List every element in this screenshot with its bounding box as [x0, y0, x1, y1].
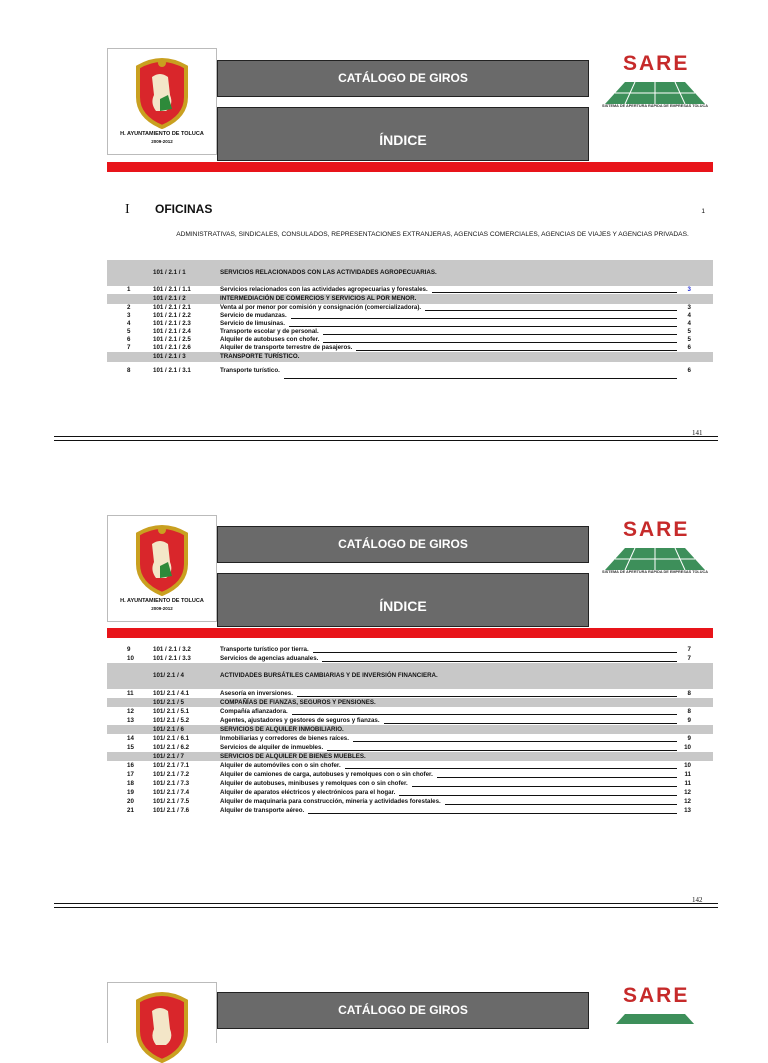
- row-description: INTERMEDIACIÓN DE COMERCIOS Y SERVICIOS AL POR MENOR.: [220, 295, 417, 302]
- table-row: [107, 645, 713, 654]
- table-row: [107, 328, 713, 336]
- row-code: 101/ 2.1 / 5.2: [153, 717, 190, 724]
- row-code: 101 / 2.1 / 3: [153, 353, 186, 360]
- leader-line: [323, 334, 677, 335]
- row-code: 101/ 2.1 / 7.1: [153, 762, 190, 769]
- row-code: 101/ 2.1 / 7: [153, 753, 184, 760]
- row-number: 8: [127, 367, 131, 374]
- row-description: Alquiler de autobuses, minibuses y remolques con o sin chofer.: [220, 780, 408, 787]
- row-description: SERVICIOS RELACIONADOS CON LAS ACTIVIDADES AGROPECUARIAS.: [220, 269, 437, 276]
- coat-of-arms-icon: [130, 989, 194, 1063]
- leader-line: [327, 750, 677, 751]
- sare-logo: SARE SISTEMA DE APERTURA RÁPIDA DE EMPRESAS TOLUCA: [595, 52, 715, 112]
- toluca-logo: [107, 48, 217, 155]
- row-page-number: 13: [684, 807, 691, 814]
- row-code: 101 / 2.1 / 1: [153, 269, 186, 276]
- section-row: [107, 752, 713, 761]
- row-description: Servicios relacionados con las actividades agropecuarias y forestales.: [220, 286, 428, 293]
- row-page-number: 11: [684, 780, 691, 787]
- row-code: 101/ 2.1 / 7.3: [153, 780, 190, 787]
- leader-line: [432, 292, 677, 293]
- coat-of-arms-icon: [130, 55, 194, 129]
- table-row: [107, 770, 713, 779]
- table-row: [107, 654, 713, 663]
- row-code: 101/ 2.1 / 7.6: [153, 807, 190, 814]
- row-number: 3: [127, 312, 131, 319]
- row-number: 12: [127, 708, 134, 715]
- row-description: Alquiler de transporte aéreo.: [220, 807, 305, 814]
- sare-grid-icon: [595, 76, 715, 106]
- catalog-title-bar: CATÁLOGO DE GIROS: [217, 992, 589, 1029]
- footer-rule: [54, 440, 718, 441]
- index-title-bar: ÍNDICE: [217, 107, 589, 161]
- leader-line: [399, 795, 677, 796]
- row-description: Compañía afianzadora.: [220, 708, 288, 715]
- row-description: Asesoría en inversiones.: [220, 690, 293, 697]
- row-code: 101 / 2.1 / 2.6: [153, 344, 191, 351]
- row-number: 20: [127, 798, 134, 805]
- row-code: 101/ 2.1 / 6: [153, 726, 184, 733]
- row-code: 101 / 2.1 / 3.3: [153, 655, 191, 662]
- row-page-number: 7: [687, 655, 691, 662]
- row-description: Inmobiliarias y corredores de bienes raíces.: [220, 735, 349, 742]
- leader-line: [323, 342, 677, 343]
- leader-line: [356, 350, 677, 351]
- leader-line: [297, 696, 677, 697]
- toluca-logo: [107, 982, 217, 1043]
- leader-line: [353, 741, 677, 742]
- table-row: [107, 788, 713, 797]
- leader-line: [284, 378, 677, 379]
- row-page-number: 5: [687, 336, 691, 343]
- row-number: 5: [127, 328, 131, 335]
- leader-line: [308, 813, 677, 814]
- logo-caption: H. AYUNTAMIENTO DE TOLUCA 2009-2012: [120, 131, 204, 144]
- leader-line: [292, 714, 677, 715]
- footer-page-number: 142: [692, 896, 703, 904]
- row-number: 11: [127, 690, 134, 697]
- row-description: COMPAÑÍAS DE FIANZAS, SEGUROS Y PENSIONES.: [220, 699, 376, 706]
- index-title-bar: ÍNDICE: [217, 573, 589, 627]
- row-number: 15: [127, 744, 134, 751]
- section-row: [107, 663, 713, 689]
- table-row: [107, 304, 713, 312]
- row-page-number: 4: [687, 312, 691, 319]
- row-number: 4: [127, 320, 131, 327]
- row-code: 101/ 2.1 / 4: [153, 672, 184, 679]
- row-code: 101/ 2.1 / 4.1: [153, 690, 190, 697]
- row-description: Alquiler de aparatos eléctricos y electrónicos para el hogar.: [220, 789, 396, 796]
- row-description: SERVICIOS DE ALQUILER DE BIENES MUEBLES.: [220, 753, 366, 760]
- row-page-number: 8: [687, 708, 691, 715]
- row-code: 101 / 2.1 / 1.1: [153, 286, 191, 293]
- sare-logo: SARE SISTEMA DE APERTURA RÁPIDA DE EMPRESAS TOLUCA: [595, 518, 715, 578]
- row-page-number: 5: [687, 328, 691, 335]
- row-code: 101 / 2.1 / 3.1: [153, 367, 191, 374]
- table-row: [107, 336, 713, 344]
- row-page-number: 12: [684, 798, 691, 805]
- row-code: 101/ 2.1 / 5.1: [153, 708, 190, 715]
- row-page-number: 6: [687, 367, 691, 374]
- table-row: [107, 320, 713, 328]
- row-page-number: 3: [687, 304, 691, 311]
- row-number: 7: [127, 344, 131, 351]
- section-description: ADMINISTRATIVAS, SINDICALES, CONSULADOS, REPRESENTACIONES EXTRANJERAS, AGENCIAS COMERCIALES, AGENCIAS DE VIAJES Y AGENCIAS PRIVADAS.: [176, 231, 689, 238]
- row-code: 101/ 2.1 / 5: [153, 699, 184, 706]
- logo-caption: H. AYUNTAMIENTO DE TOLUCA 2009-2012: [120, 598, 204, 611]
- section-row: [107, 294, 713, 304]
- row-code: 101/ 2.1 / 7.4: [153, 789, 190, 796]
- row-description: Servicio de limusinas.: [220, 320, 285, 327]
- leader-line: [313, 652, 677, 653]
- row-code: 101/ 2.1 / 7.5: [153, 798, 190, 805]
- leader-line: [445, 804, 677, 805]
- red-divider: [107, 162, 713, 172]
- row-code: 101 / 2.1 / 2.5: [153, 336, 191, 343]
- leader-line: [384, 723, 677, 724]
- coat-of-arms-icon: [130, 522, 194, 596]
- row-description: Alquiler de autobuses con chofer.: [220, 336, 320, 343]
- section-row: [107, 725, 713, 734]
- table-row: [107, 743, 713, 752]
- sare-grid-icon: [595, 542, 715, 572]
- row-page-number: 4: [687, 320, 691, 327]
- leader-line: [412, 786, 677, 787]
- row-number: 9: [127, 646, 131, 653]
- row-description: TRANSPORTE TURÍSTICO.: [220, 353, 300, 360]
- row-description: Transporte turístico.: [220, 367, 280, 374]
- sare-grid-icon: [595, 1008, 715, 1024]
- row-page-number: 6: [687, 344, 691, 351]
- row-page-number: 9: [687, 735, 691, 742]
- row-number: 13: [127, 717, 134, 724]
- row-number: 18: [127, 780, 134, 787]
- catalog-title-bar: CATÁLOGO DE GIROS: [217, 60, 589, 97]
- row-number: 2: [127, 304, 131, 311]
- row-number: 6: [127, 336, 131, 343]
- row-description: Transporte escolar y de personal.: [220, 328, 319, 335]
- row-description: Alquiler de camiones de carga, autobuses y remolques con o sin chofer.: [220, 771, 433, 778]
- leader-line: [322, 661, 677, 662]
- section-row: [107, 352, 713, 362]
- table-row: [107, 362, 713, 380]
- row-description: Alquiler de automóviles con o sin chofer.: [220, 762, 341, 769]
- table-row: [107, 344, 713, 352]
- leader-line: [289, 326, 677, 327]
- row-description: Venta al por menor por comisión y consignación (comercializadora).: [220, 304, 422, 311]
- row-page-number: 11: [684, 771, 691, 778]
- row-code: 101/ 2.1 / 7.2: [153, 771, 190, 778]
- table-row: [107, 761, 713, 770]
- row-number: 14: [127, 735, 134, 742]
- catalog-title-bar: CATÁLOGO DE GIROS: [217, 526, 589, 563]
- row-description: Servicio de mudanzas.: [220, 312, 287, 319]
- row-description: Agentes, ajustadores y gestores de seguros y fianzas.: [220, 717, 380, 724]
- sare-logo: SARE: [595, 984, 715, 1024]
- row-page-number: 10: [684, 744, 691, 751]
- table-row: [107, 312, 713, 320]
- row-code: 101 / 2.1 / 2.2: [153, 312, 191, 319]
- row-code: 101 / 2.1 / 2.3: [153, 320, 191, 327]
- row-code: 101 / 2.1 / 3.2: [153, 646, 191, 653]
- row-code: 101/ 2.1 / 6.1: [153, 735, 190, 742]
- row-page-number: 8: [687, 690, 691, 697]
- table-row: [107, 734, 713, 743]
- table-row: [107, 806, 713, 815]
- footer-rule: [54, 436, 718, 437]
- row-number: 10: [127, 655, 134, 662]
- table-row: [107, 689, 713, 698]
- row-description: SERVICIOS DE ALQUILER INMOBILIARIO.: [220, 726, 344, 733]
- leader-line: [345, 768, 677, 769]
- section-row: [107, 260, 713, 286]
- table-row: [107, 286, 713, 294]
- row-description: Alquiler de maquinaria para construcción, minería y actividades forestales.: [220, 798, 441, 805]
- row-description: Servicios de agencias aduanales.: [220, 655, 319, 662]
- row-number: 17: [127, 771, 134, 778]
- section-heading: I OFICINAS 1: [125, 202, 705, 217]
- leader-line: [437, 777, 677, 778]
- footer-rule: [54, 907, 718, 908]
- row-description: ACTIVIDADES BURSÁTILES CAMBIARIAS Y DE INVERSIÓN FINANCIERA.: [220, 672, 438, 679]
- leader-line: [291, 318, 677, 319]
- row-number: 19: [127, 789, 134, 796]
- row-page-number: 9: [687, 717, 691, 724]
- footer-rule: [54, 903, 718, 904]
- row-number: 1: [127, 286, 131, 293]
- table-row: [107, 716, 713, 725]
- row-description: Servicios de alquiler de inmuebles.: [220, 744, 324, 751]
- footer-page-number: 141: [692, 429, 703, 437]
- toluca-logo: [107, 515, 217, 622]
- row-page-number: 7: [687, 646, 691, 653]
- row-code: 101 / 2.1 / 2.4: [153, 328, 191, 335]
- row-description: Alquiler de transporte terrestre de pasajeros.: [220, 344, 353, 351]
- row-code: 101 / 2.1 / 2: [153, 295, 186, 302]
- row-page-number: 10: [684, 762, 691, 769]
- row-number: 16: [127, 762, 134, 769]
- row-number: 21: [127, 807, 134, 814]
- table-row: [107, 779, 713, 788]
- leader-line: [425, 310, 677, 311]
- row-code: 101 / 2.1 / 2.1: [153, 304, 191, 311]
- table-row: [107, 797, 713, 806]
- row-description: Transporte turístico por tierra.: [220, 646, 309, 653]
- section-row: [107, 698, 713, 707]
- red-divider: [107, 628, 713, 638]
- row-page-number: 12: [684, 789, 691, 796]
- table-row: [107, 707, 713, 716]
- row-code: 101/ 2.1 / 6.2: [153, 744, 190, 751]
- row-page-number: 3: [687, 286, 691, 293]
